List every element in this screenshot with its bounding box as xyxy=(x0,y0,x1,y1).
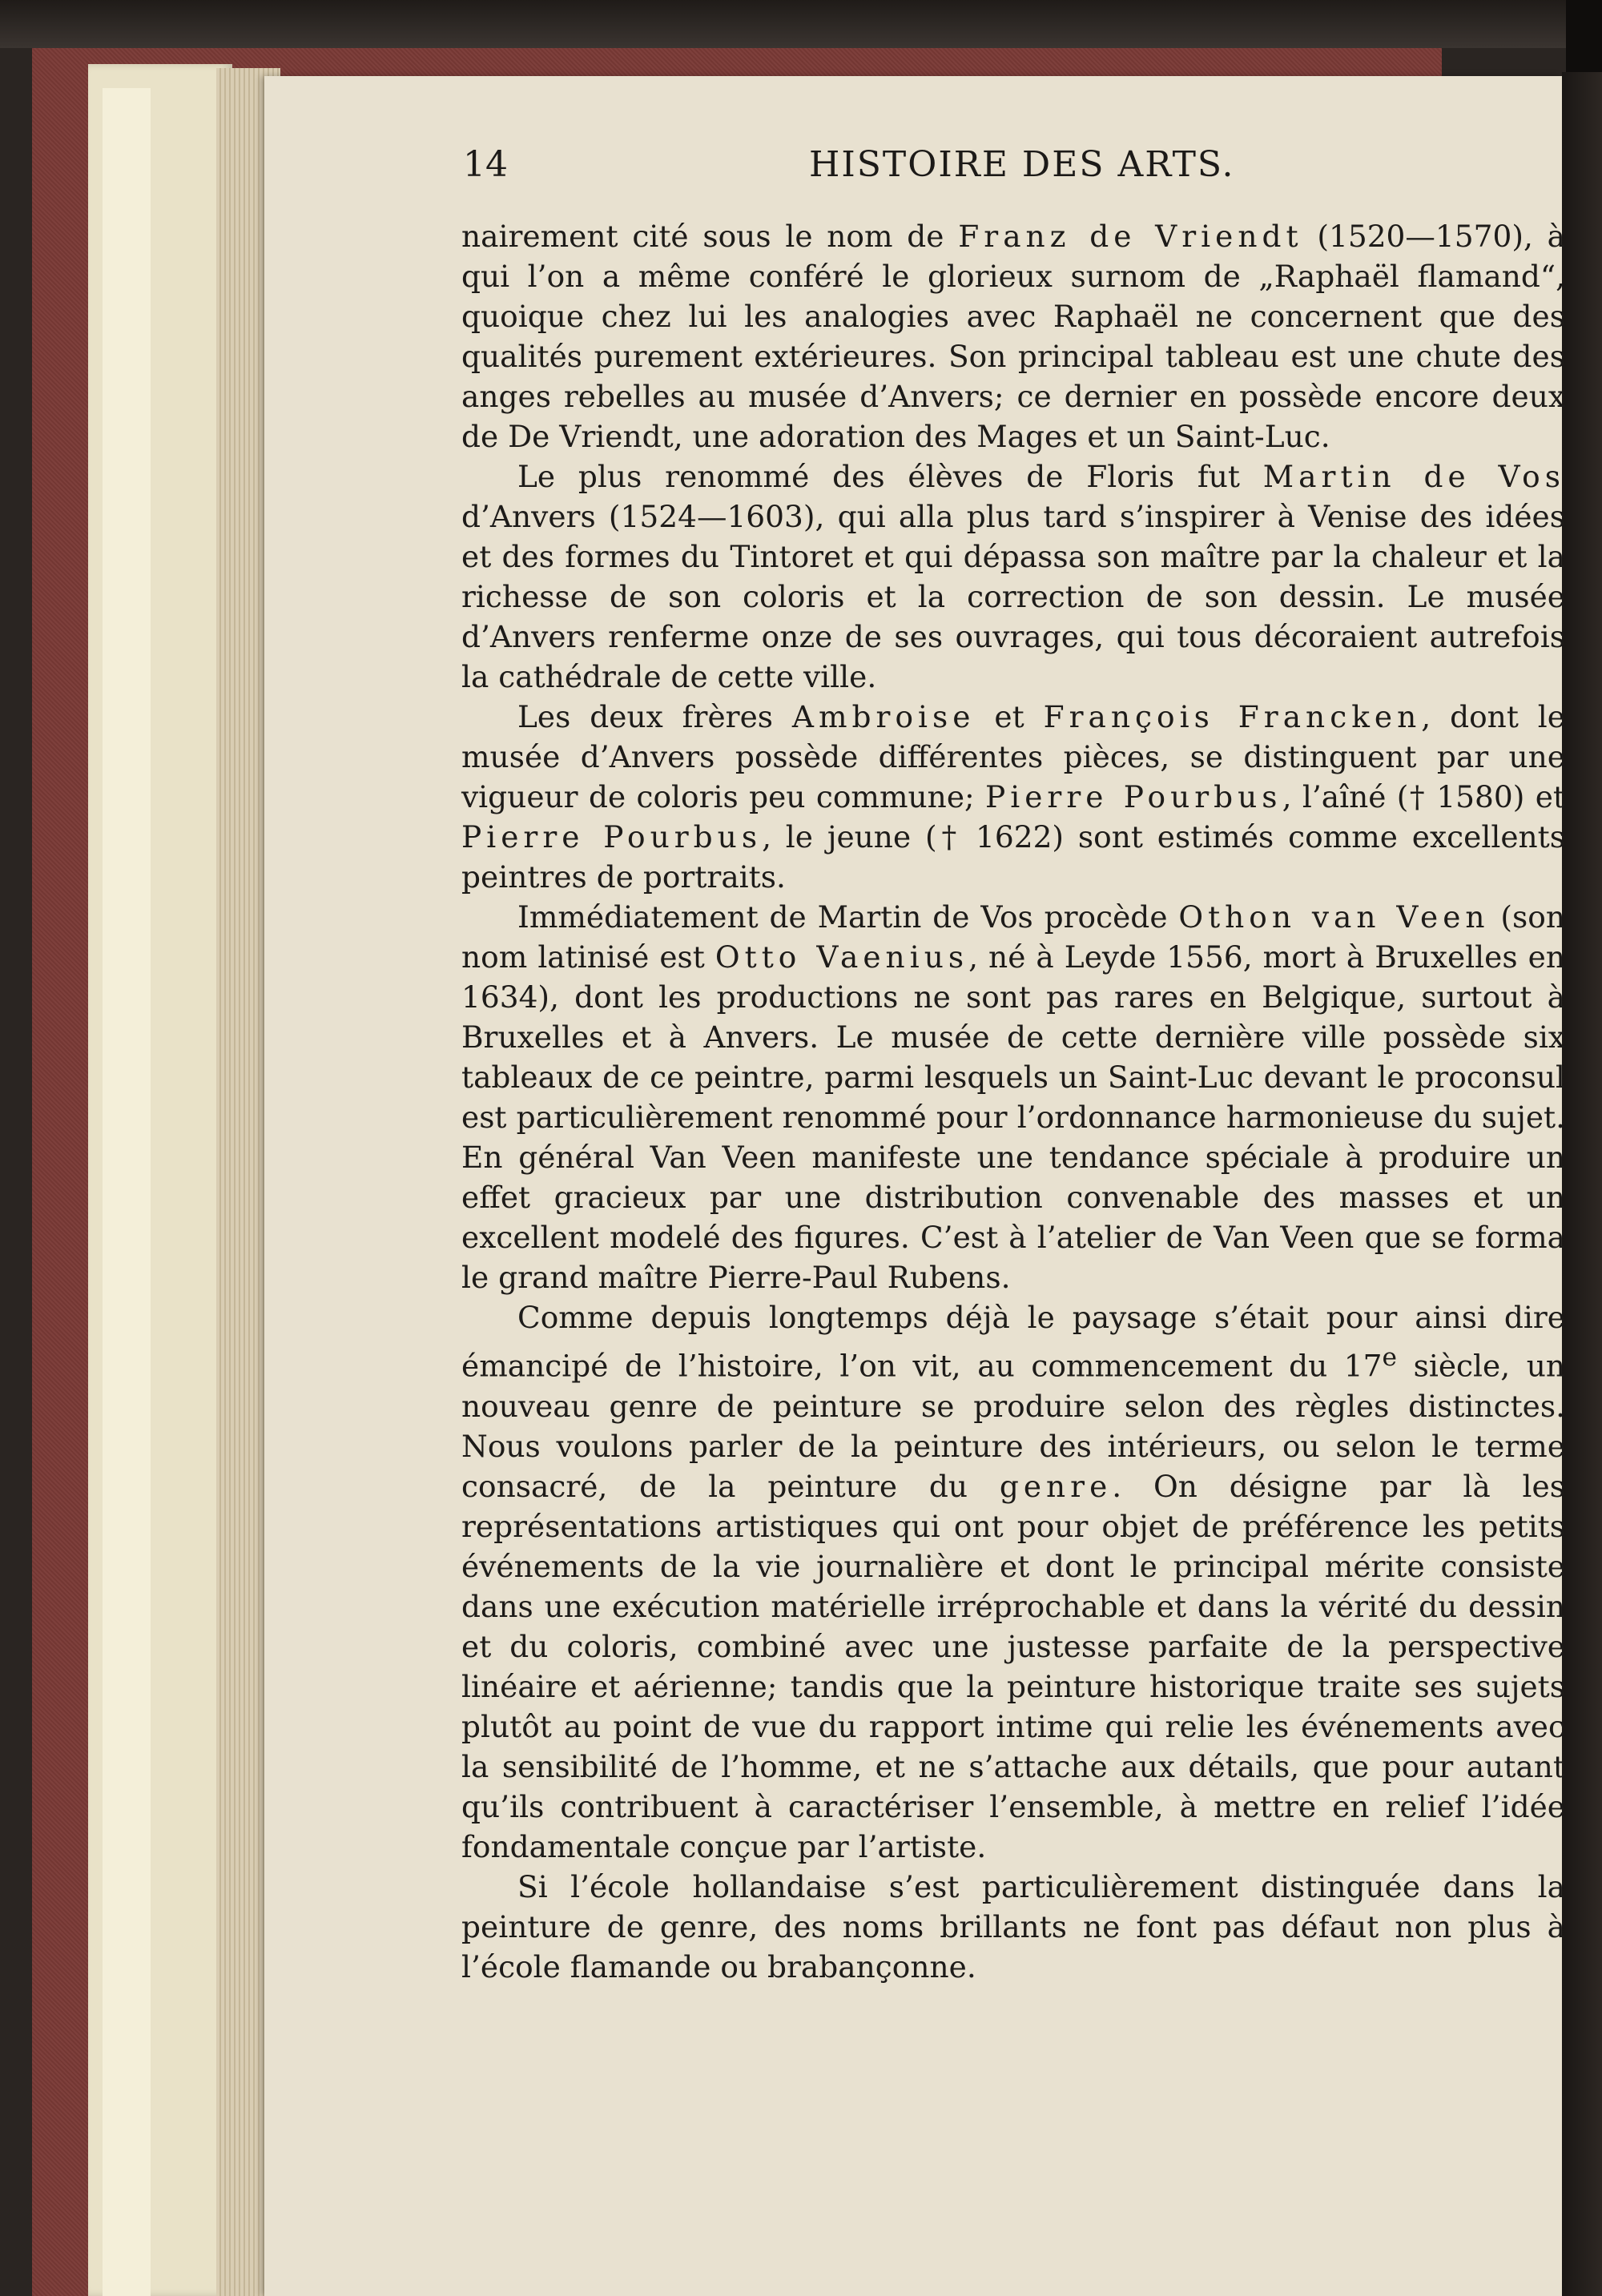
paragraph-4 xyxy=(461,897,1565,1297)
superscript: e xyxy=(1382,1343,1398,1372)
text-run: nairement cité sous le nom de xyxy=(461,219,959,254)
text-run: d’Anvers (1524—1603), qui alla plus tard s’inspirer à Venise des idées et des formes du Tintoret et qui dépassa son maître par la chaleur et la richesse de son coloris et la correction de son dessin. Le musée d’Anvers renferme onze de ses ouvrages, qui tous décoraient autrefois la cathédrale de cette ville. xyxy=(461,499,1565,694)
text-run: et xyxy=(975,699,1044,734)
page-gutter-shadow xyxy=(1562,72,1602,2296)
text-run: Le plus renommé des élèves de Floris fut xyxy=(517,459,1263,494)
spaced-name: Othon van Veen xyxy=(1178,899,1490,935)
text-run: , dont le musée d’Anvers possède différentes pièces, se distinguent par une vigueur de coloris peu commune; xyxy=(461,699,1565,814)
text-run: Immédiatement de Martin de Vos procède xyxy=(517,899,1179,935)
spaced-name: Pierre Pourbus xyxy=(461,819,763,854)
text-run: (1520—1570), à qui l’on a même conféré le glorieux surnom de „Raphaël flamand“, quoique chez lui les analogies avec Raphaël ne concernent que des qualités purement extérieures. Son principal tableau est une chute des anges rebelles au musée d’Anvers; ce dernier en possède encore deux de De Vriendt, une adoration des Mages et un Saint-Luc. xyxy=(461,219,1566,454)
paragraph-2 xyxy=(461,456,1565,697)
text-run: , né à Leyde 1556, mort à Bruxelles en 1634), dont les productions ne sont pas rares en Belgique, surtout à Bruxelles et à Anvers. Le musée de cette dernière ville possède six tableaux de ce peintre, parmi lesquels un Saint-Luc devant le proconsul est particulièrement renommé pour l’ordonnance harmonieuse du sujet. En général Van Veen manifeste une tendance spéciale à produire un effet gracieux par une distribution convenable des masses et un excellent modelé des figures. C’est à l’atelier de Van Veen que se forma le grand maître Pierre-Paul Rubens. xyxy=(461,939,1565,1295)
spaced-name: Franz de Vriendt xyxy=(958,219,1303,254)
spaced-name: Pierre Pourbus xyxy=(984,779,1282,814)
book-board-top xyxy=(0,0,1602,48)
spaced-name: Martin de Vos xyxy=(1262,459,1565,494)
text-run: , le jeune († 1622) sont estimés comme excellents peintres de portraits. xyxy=(461,819,1565,895)
text-run: Comme depuis longtemps déjà le paysage s’était pour ainsi dire émancipé de l’histoire, l’on vit, au commencement du 17 xyxy=(461,1300,1565,1384)
page-text xyxy=(461,216,1565,1987)
text-run: Les deux frères xyxy=(517,699,792,734)
text-run: , l’aîné († 1580) et xyxy=(1282,779,1565,814)
paragraph-6 xyxy=(461,1867,1565,1987)
paragraph-5 xyxy=(461,1297,1565,1867)
endpaper-strip xyxy=(103,88,151,2296)
text-run: (son nom latinisé est xyxy=(461,899,1566,975)
page-header xyxy=(463,144,1568,192)
spaced-name: Otto Vaenius xyxy=(714,939,969,975)
text-run: . On désigne par là les représentations artistiques qui ont pour objet de préférence les petits événements de la vie journalière et dont le principal mérite consiste dans une exécution matérielle irréprochable et dans la vérité du dessin et du coloris, combiné avec une justesse parfaite de la perspective linéaire et aérienne; tandis que la peinture historique traite ses sujets plutôt au point de vue du rapport intime qui relie les événements avec la sensibilité de l’homme, et ne s’attache aux détails, que pour autant qu’ils contribuent à caractériser l’ensemble, à mettre en relief l’idée fondamentale conçue par l’artiste. xyxy=(461,1468,1565,1864)
binding-spine xyxy=(1566,0,1602,80)
spaced-name: François Francken xyxy=(1043,699,1422,734)
spaced-name: Ambroise xyxy=(791,699,976,734)
running-title: HISTOIRE DES ARTS. xyxy=(809,144,1235,185)
paragraph-1 xyxy=(461,216,1565,456)
paragraph-3 xyxy=(461,697,1565,897)
text-run: siècle, un nouveau genre de peinture se produire selon des règles distinctes. Nous voulons parler de la peinture des intérieurs, ou selon le terme consacré, de la peinture du xyxy=(461,1348,1565,1504)
page-number: 14 xyxy=(463,144,508,185)
spaced-term: genre xyxy=(999,1468,1113,1504)
text-run: Si l’école hollandaise s’est particulièrement distinguée dans la peinture de genre, des noms brillants ne font pas défaut non plus à l’école flamande ou brabançonne. xyxy=(461,1868,1565,1984)
